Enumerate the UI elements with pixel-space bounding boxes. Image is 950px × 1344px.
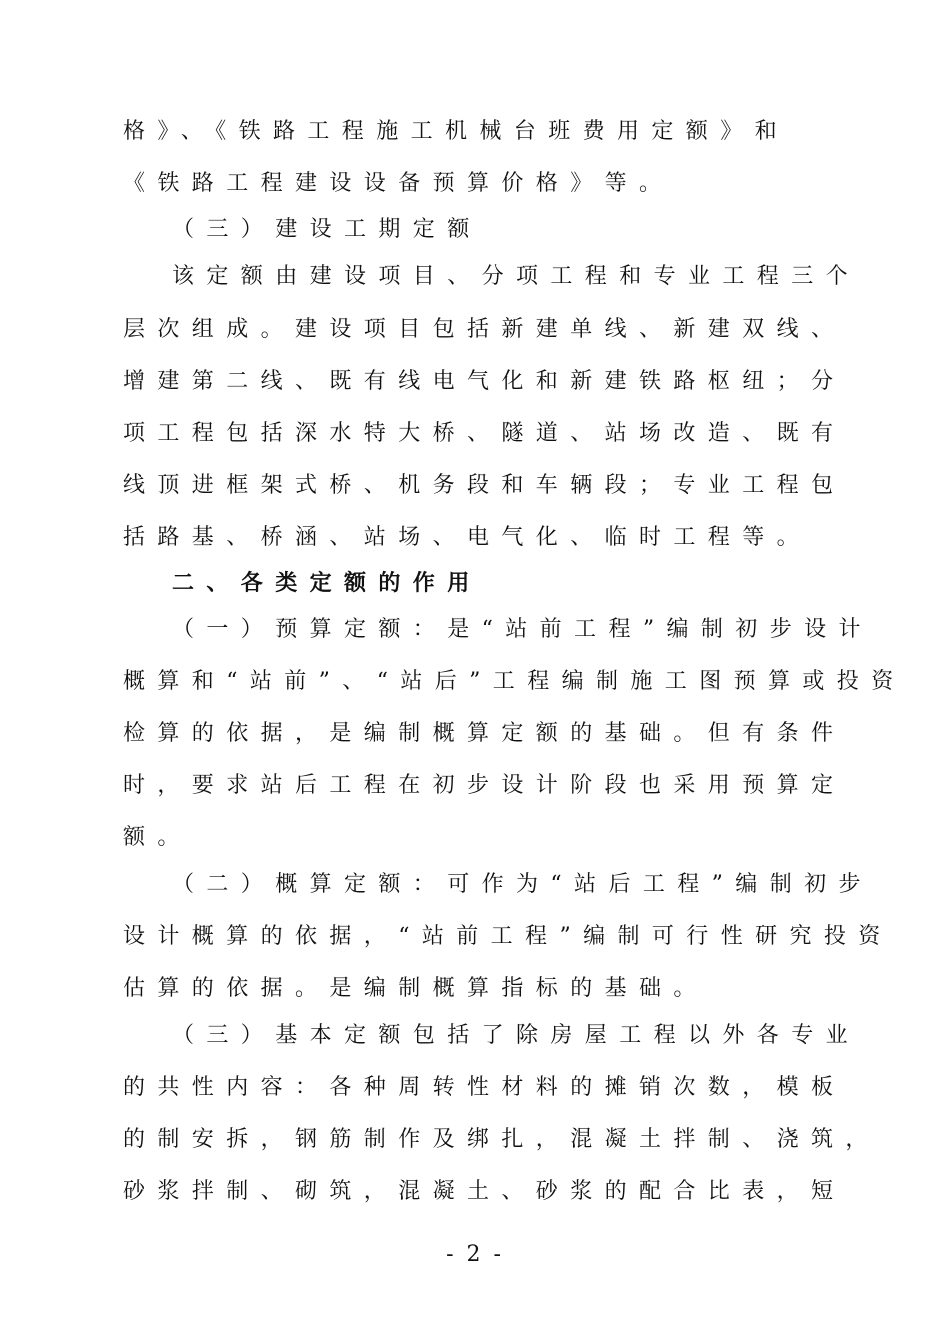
text-line: 项工程包括深水特大桥、隧道、站场改造、既有 [123, 421, 846, 446]
section-heading: 二、各类定额的作用 [172, 570, 482, 596]
text-line: 格》、《铁路工程施工机械台班费用定额》和 [123, 119, 790, 144]
text-line: 的制安拆，钢筋制作及绑扎，混凝土拌制、浇筑， [123, 1127, 880, 1152]
text-line: （二）概算定额：可作为“站后工程”编制初步 [172, 872, 873, 897]
text-line: 该定额由建设项目、分项工程和专业工程三个 [172, 264, 861, 289]
text-line: 线顶进框架式桥、机务段和车辆段；专业工程包 [123, 473, 846, 498]
text-line: 砂浆拌制、砌筑，混凝土、砂浆的配合比表，短 [123, 1179, 846, 1204]
text-line: 额。 [123, 825, 192, 850]
text-line: 括路基、桥涵、站场、电气化、临时工程等。 [123, 525, 812, 550]
text-line: （三）基本定额包括了除房屋工程以外各专业 [172, 1023, 861, 1048]
text-line: 检算的依据，是编制概算定额的基础。但有条件 [123, 721, 846, 746]
text-line: 概算和“站前”、“站后”工程编制施工图预算或投资 [123, 669, 906, 694]
text-line: 设计概算的依据，“站前工程”编制可行性研究投资 [123, 924, 893, 949]
subsection-heading: （三）建设工期定额 [172, 217, 482, 242]
page-number: - 2 - [446, 1242, 504, 1267]
text-line: 估算的依据。是编制概算指标的基础。 [123, 976, 708, 1001]
text-line: （一）预算定额：是“站前工程”编制初步设计 [172, 617, 873, 642]
text-line: 层次组成。建设项目包括新建单线、新建双线、 [123, 317, 846, 342]
text-line: 时，要求站后工程在初步设计阶段也采用预算定 [123, 773, 846, 798]
text-line: 增建第二线、既有线电气化和新建铁路枢纽；分 [123, 369, 846, 394]
text-line: 《铁路工程建设设备预算价格》等。 [123, 171, 674, 196]
text-line: 的共性内容：各种周转性材料的摊销次数，模板 [123, 1075, 846, 1100]
